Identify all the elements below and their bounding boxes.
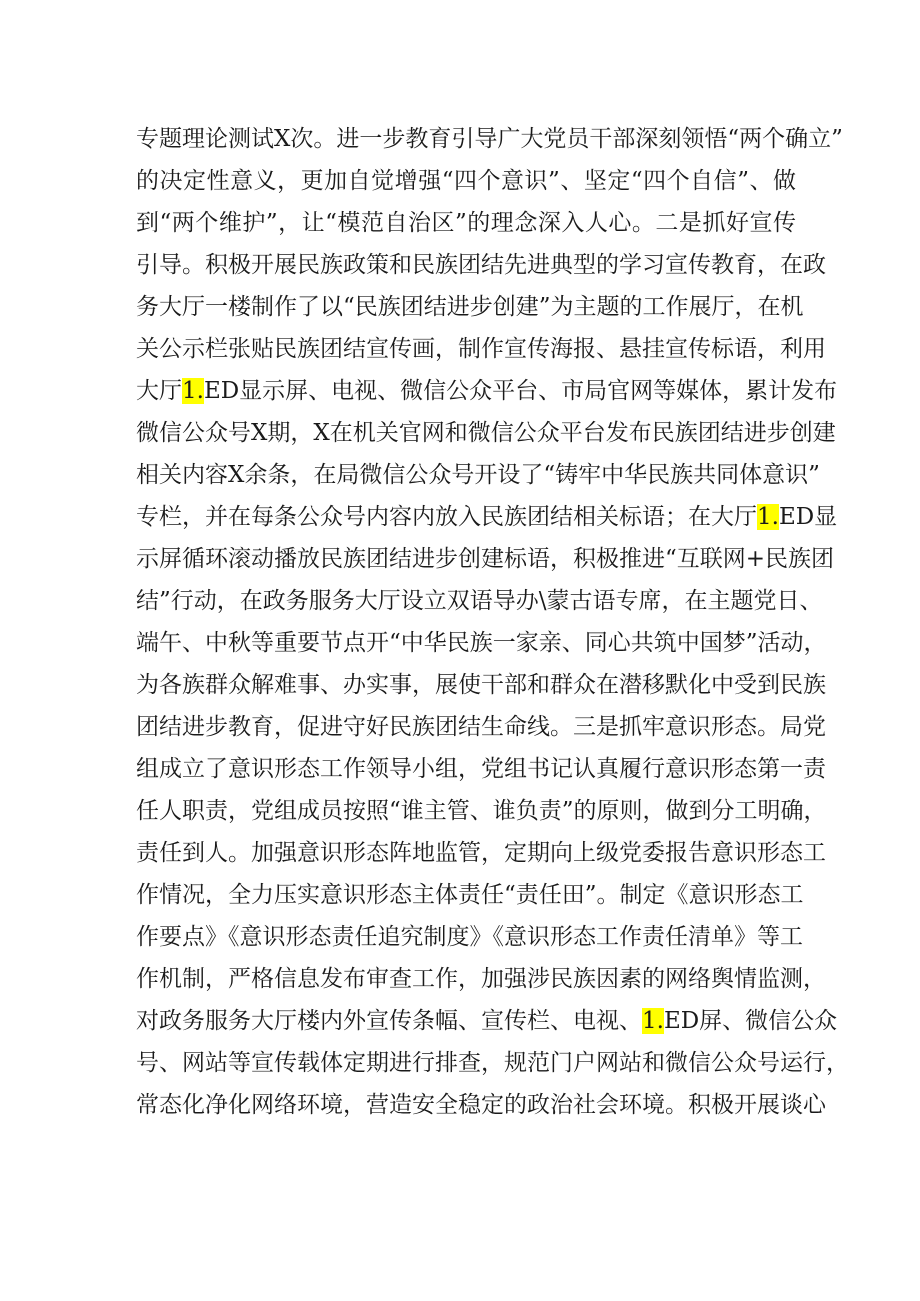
text-line (136, 370, 838, 412)
text-run: 作要点》《意识形态责任追究制度》《意识形态工作责任清单》等工 (136, 924, 803, 950)
text-line (136, 1000, 838, 1042)
text-line (136, 160, 796, 202)
text-run: ED显示屏、电视、微信公众平台、市局官网等媒体，累计发布 (203, 378, 838, 404)
text-line (136, 832, 826, 874)
highlighted-text: 1. (182, 378, 204, 404)
text-run: 专题理论测试X次。进一步教育引导广大党员干部深刻领悟“两个确立” (136, 126, 843, 152)
text-line (136, 118, 843, 160)
text-run: 常态化净化网络环境，营造安全稳定的政治社会环境。积极开展谈心 (136, 1092, 826, 1118)
text-line (136, 412, 836, 454)
text-run: 为各族群众解难事、办实事，展使干部和群众在潜移默化中受到民族 (136, 672, 826, 698)
text-run: 专栏，并在每条公众号内容内放入民族团结相关标语；在大厅 (136, 504, 757, 530)
text-run: 对政务服务大厅楼内外宣传条幅、宣传栏、电视、 (136, 1008, 642, 1034)
text-run: 作机制，严格信息发布审查工作，加强涉民族因素的网络舆情监测， (136, 966, 826, 992)
text-run: ED显 (778, 504, 838, 530)
text-run: 组成立了意识形态工作领导小组，党组书记认真履行意识形态第一责 (136, 756, 826, 782)
text-line (136, 202, 796, 244)
text-line (136, 874, 804, 916)
text-line (136, 664, 826, 706)
text-run: 团结进步教育，促进守好民族团结生命线。三是抓牢意识形态。局党 (136, 714, 826, 740)
text-line (136, 916, 803, 958)
text-run: 的决定性意义，更加自觉增强“四个意识”、坚定“四个自信”、做 (136, 168, 796, 194)
text-run: 端午、中秋等重要节点开“中华民族一家亲、同心共筑中国梦”活动， (136, 630, 827, 656)
text-run: ED屏、微信公众 (663, 1008, 838, 1034)
text-line (136, 958, 826, 1000)
text-run: 微信公众号X期，X在机关官网和微信公众平台发布民族团结进步创建 (136, 420, 836, 446)
text-run: 引导。积极开展民族政策和民族团结先进典型的学习宣传教育，在政 (136, 252, 826, 278)
text-run: 任人职责，党组成员按照“谁主管、谁负责”的原则，做到分工明确， (136, 798, 827, 824)
text-line (136, 706, 826, 748)
text-line (136, 454, 820, 496)
text-line (136, 580, 823, 622)
text-run: 相关内容X余条，在局微信公众号开设了“铸牢中华民族共同体意识” (136, 462, 820, 488)
text-run: 示屏循环滚动播放民族团结进步创建标语，积极推进“互联网+民族团 (136, 546, 835, 572)
text-run: 到“两个维护”，让“模范自治区”的理念深入人心。二是抓好宣传 (136, 210, 796, 236)
text-line (136, 1084, 826, 1126)
text-line (136, 538, 835, 580)
text-line (136, 328, 826, 370)
text-line (136, 496, 838, 538)
text-line (136, 244, 826, 286)
text-run: 务大厅一楼制作了以“民族团结进步创建”为主题的工作展厅，在机 (136, 294, 804, 320)
text-run: 责任到人。加强意识形态阵地监管，定期向上级党委报告意识形态工 (136, 840, 826, 866)
text-line (136, 286, 804, 328)
text-run: 作情况，全力压实意识形态主体责任“责任田”。制定《意识形态工 (136, 882, 804, 908)
text-run: 结”行动，在政务服务大厅设立双语导办\蒙古语专席，在主题党日、 (136, 588, 823, 614)
text-run: 大厅 (136, 378, 182, 404)
text-line (136, 1042, 849, 1084)
highlighted-text: 1. (642, 1008, 664, 1034)
text-line (136, 622, 827, 664)
body-text (136, 118, 849, 1126)
text-line (136, 790, 827, 832)
text-run: 关公示栏张贴民族团结宣传画，制作宣传海报、悬挂宣传标语，利用 (136, 336, 826, 362)
text-line (136, 748, 826, 790)
highlighted-text: 1. (757, 504, 779, 530)
text-run: 号、网站等宣传载体定期进行排查，规范门户网站和微信公众号运行， (136, 1050, 849, 1076)
